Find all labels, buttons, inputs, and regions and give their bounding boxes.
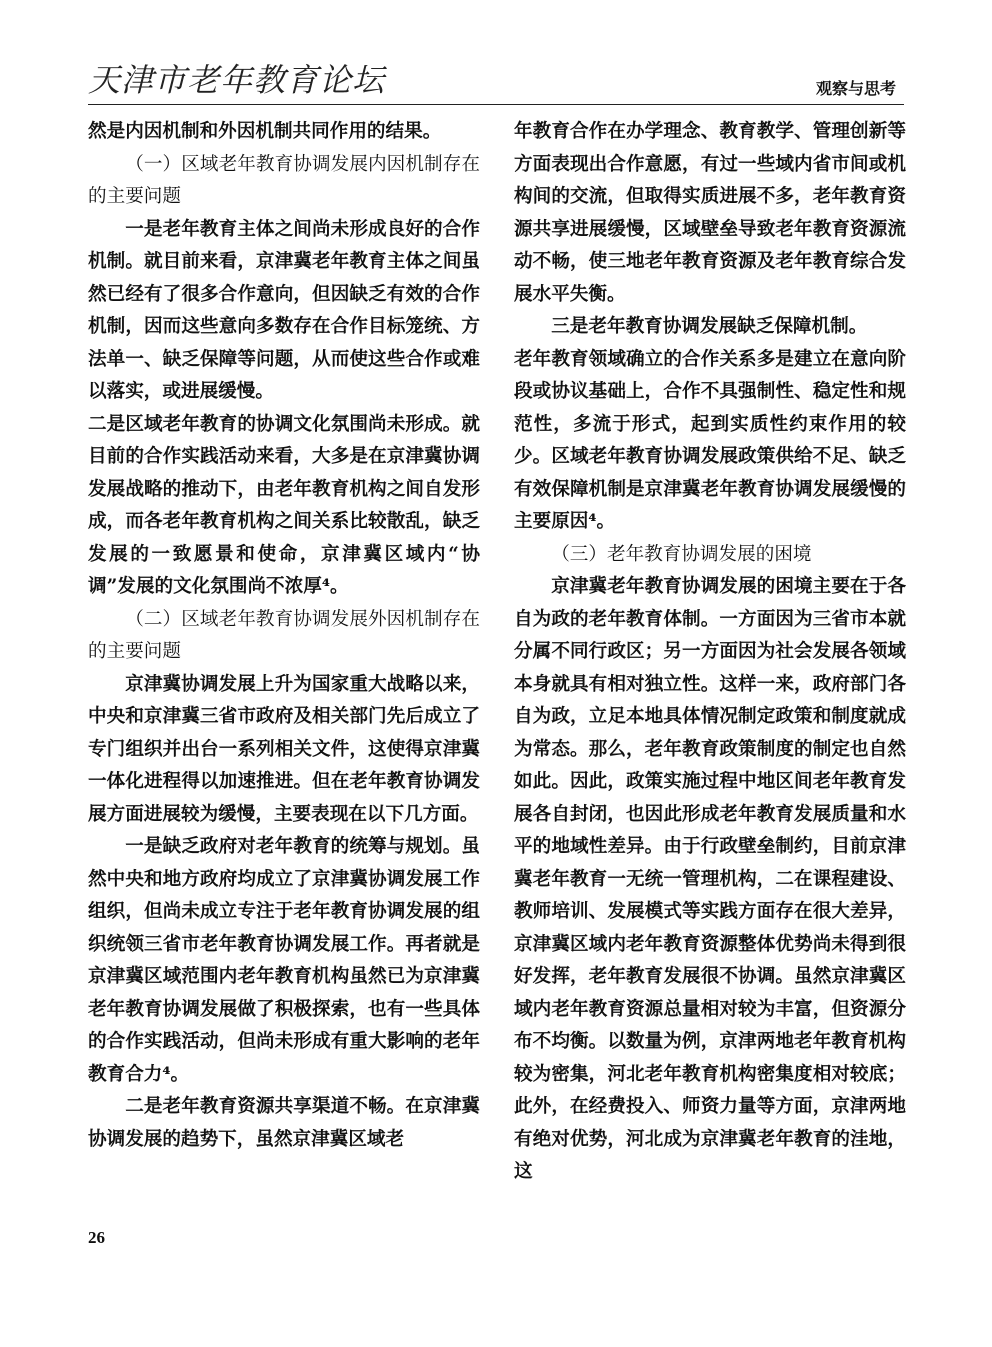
right-column — [514, 116, 906, 1189]
subsection-heading: （三）老年教育协调发展的困境 — [551, 543, 812, 565]
paragraph: 一是老年教育主体之间尚未形成良好的合作机制。就目前来看，京津冀老年教育主体之间虽然已经有了很多合作意向，但因缺乏有效的合作机制，因而这些意向多数存在合作目标笼统、方法单一、缺乏保障等问题，从而使这些合作或难以落实，或进展缓慢。 — [88, 218, 480, 402]
paragraph: 京津冀老年教育协调发展的困境主要在于各自为政的老年教育体制。一方面因为三省市本就分属不同行政区；另一方面因为社会发展各领域本身就具有相对独立性。这样一来，政府部门各自为政，立足本地具体情况制定政策和制度就成为常态。那么，老年教育政策制度的制定也自然如此。因此，政策实施过程中地区间老年教育发展各自封闭，也因此形成老年教育发展质量和水平的地域性差异。由于行政壁垒制约，目前京津冀老年教育一无统一管理机构，二在课程建设、教师培训、发展模式等实践方面存在很大差异，京津冀区域内老年教育资源整体优势尚未得到很好发挥，老年教育发展很不协调。虽然京津冀区域内老年教育资源总量相对较为丰富，但资源分布不均衡。以数量为例，京津两地老年教育机构较为密集，河北老年教育机构密集度相对较底；此外，在经费投入、师资力量等方面，京津两地有绝对优势，河北成为京津冀老年教育的洼地，这 — [514, 576, 906, 1182]
subsection-heading: （二）区域老年教育协调发展外因机制存在的主要问题 — [88, 608, 480, 662]
paragraph: 京津冀协调发展上升为国家重大战略以来，中央和京津冀三省市政府及相关部门先后成立了专门组织并出台一系列相关文件，这使得京津冀一体化进程得以加速推进。但在老年教育协调发展方面进展较为缓慢，主要表现在以下几方面。 — [88, 673, 480, 825]
paragraph: 二是区域老年教育的协调文化氛围尚未形成。就目前的合作实践活动来看，大多是在京津冀协调发展战略的推动下，由老年教育机构之间自发形成，而各老年教育机构之间关系比较散乱，缺乏发展的一致愿景和使命，京津冀区域内“协调”发展的文化氛围尚不浓厚⁴。 — [88, 413, 480, 597]
paragraph: 年教育合作在办学理念、教育教学、管理创新等方面表现出合作意愿，有过一些域内省市间或机构间的交流，但取得实质进展不多，老年教育资源共享进展缓慢，区域壁垒导致老年教育资源流动不畅，使三地老年教育资源及老年教育综合发展水平失衡。 — [514, 121, 906, 305]
paragraph: 老年教育领域确立的合作关系多是建立在意向阶段或协议基础上，合作不具强制性、稳定性和规范性，多流于形式，起到实质性约束作用的较少。区域老年教育协调发展政策供给不足、缺乏有效保障机制是京津冀老年教育协调发展缓慢的主要原因⁴。 — [514, 348, 906, 532]
left-column — [88, 116, 480, 1156]
header-rule — [88, 104, 904, 105]
subsection-heading: （一）区域老年教育协调发展内因机制存在的主要问题 — [88, 153, 480, 207]
paragraph: 一是缺乏政府对老年教育的统筹与规划。虽然中央和地方政府均成立了京津冀协调发展工作组织，但尚未成立专注于老年教育协调发展的组织统领三省市老年教育协调发展工作。再者就是京津冀区域范围内老年教育机构虽然已为京津冀老年教育协调发展做了积极探索，也有一些具体的合作实践活动，但尚未形成有重大影响的老年教育合力⁴。 — [88, 836, 480, 1085]
paragraph: 然是内因机制和外因机制共同作用的结果。 — [88, 121, 442, 142]
journal-masthead: 天津市老年教育论坛 — [88, 61, 386, 99]
page-number: 26 — [88, 1228, 105, 1247]
paragraph: 三是老年教育协调发展缺乏保障机制。 — [551, 316, 868, 337]
section-label: 观察与思考 — [815, 79, 896, 98]
paragraph: 二是老年教育资源共享渠道不畅。在京津冀协调发展的趋势下，虽然京津冀区域老 — [88, 1096, 480, 1150]
